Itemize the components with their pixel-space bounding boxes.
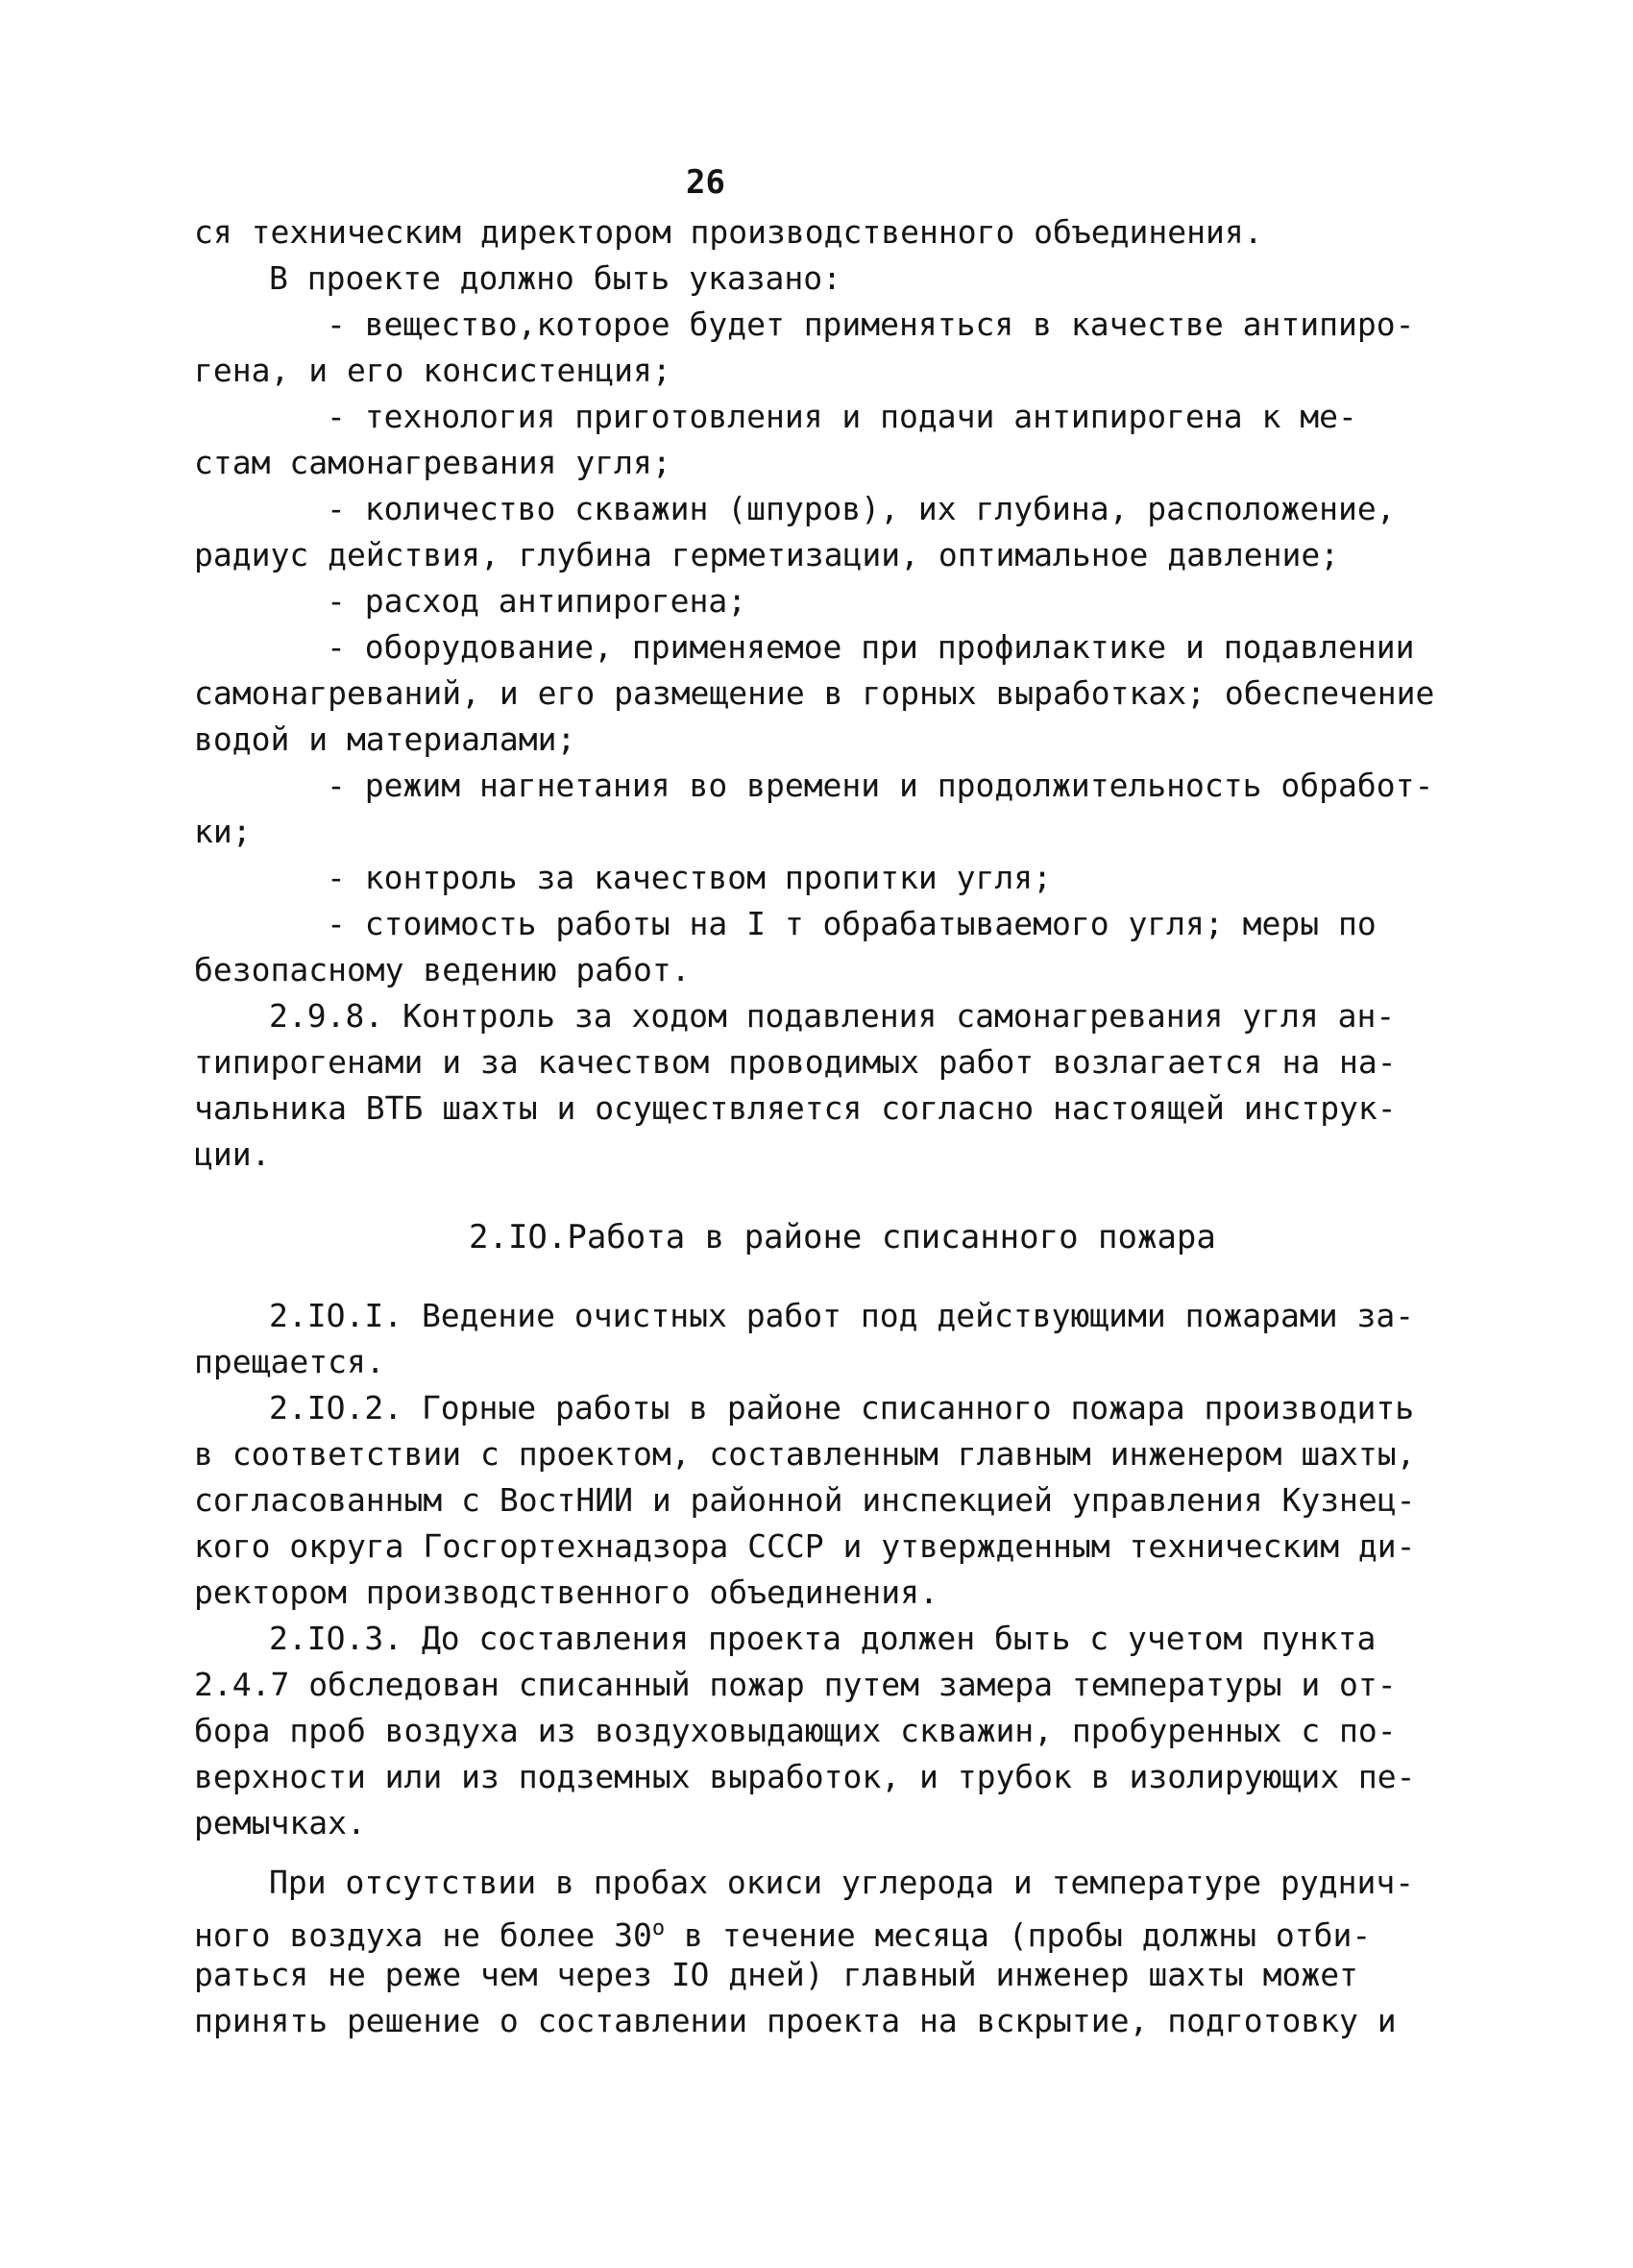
- text-fragment: в течение месяца (пробы должны отби-: [683, 1916, 1372, 1954]
- text-line: гена, и его консистенция;: [194, 352, 671, 389]
- text-line: кого округа Госгортехнадзора СССР и утвержденным техническим ди-: [194, 1527, 1416, 1565]
- text-line: - вещество,которое будет применяться в качестве антипиро-: [327, 305, 1415, 343]
- text-line: в соответствии с проектом, составленным главным инженером шахты,: [194, 1435, 1416, 1473]
- text-line: типирогенами и за качеством проводимых работ возлагается на на-: [194, 1043, 1397, 1081]
- text-line: - контроль за качеством пропитки угля;: [327, 859, 1052, 896]
- text-line: - оборудование, применяемое при профилактике и подавлении: [327, 628, 1415, 666]
- text-line: 2.9.8. Контроль за ходом подавления самонагревания угля ан-: [269, 997, 1396, 1035]
- text-line-with-superscript: [194, 1910, 1633, 1955]
- text-line: бора проб воздуха из воздуховыдающих скважин, пробуренных с по-: [194, 1712, 1397, 1749]
- text-line: - технология приготовления и подачи антипирогена к ме-: [327, 398, 1357, 435]
- text-line: ции.: [194, 1135, 271, 1173]
- text-line: 2.4.7 обследован списанный пожар путем замера температуры и от-: [194, 1666, 1397, 1703]
- text-line: раться не реже чем через IO дней) главный инженер шахты может: [194, 1956, 1358, 1993]
- text-line: ремычках.: [194, 1804, 366, 1841]
- text-fragment: ного воздуха не более 30: [194, 1916, 652, 1954]
- text-line: - режим нагнетания во времени и продолжительность обработ-: [327, 767, 1434, 804]
- page-number: 26: [686, 163, 725, 202]
- text-line: - расход антипирогена;: [327, 582, 747, 620]
- text-line: ки;: [194, 813, 252, 850]
- text-line: верхности или из подземных выработок, и трубок в изолирующих пе-: [194, 1758, 1416, 1795]
- text-line: согласованным с ВостНИИ и районной инспекцией управления Кузнец-: [194, 1481, 1416, 1519]
- text-line: При отсутствии в пробах окиси углерода и температуре руднич-: [269, 1864, 1415, 1901]
- text-line: безопасному ведению работ.: [194, 951, 691, 988]
- text-line: водой и материалами;: [194, 720, 576, 758]
- text-line: самонагреваний, и его размещение в горных выработках; обеспечение: [194, 674, 1435, 712]
- text-line: принять решение о составлении проекта на вскрытие, подготовку и: [194, 2002, 1397, 2039]
- text-line: 2.IO.I. Ведение очистных работ под действующими пожарами за-: [269, 1297, 1415, 1334]
- text-line: чальника ВТБ шахты и осуществляется согласно настоящей инструк-: [194, 1089, 1397, 1127]
- text-line: 2.IO.3. До составления проекта должен быть с учетом пункта: [269, 1620, 1377, 1657]
- text-line: ректором производственного объединения.: [194, 1573, 938, 1611]
- text-line: ся техническим директором производственного объединения.: [194, 213, 1263, 251]
- text-line: - количество скважин (шпуров), их глубина, расположение,: [327, 490, 1396, 527]
- text-line: прещается.: [194, 1343, 385, 1380]
- text-line: стам самонагревания угля;: [194, 444, 671, 481]
- text-line: В проекте должно быть указано:: [269, 259, 842, 297]
- text-line: радиус действия, глубина герметизации, оптимальное давление;: [194, 536, 1340, 573]
- section-heading: 2.IO.Работа в районе списанного пожара: [469, 1218, 1216, 1256]
- degree-superscript: о: [651, 1916, 666, 1940]
- text-line: - стоимость работы на I т обрабатываемого угля; меры по: [327, 905, 1377, 942]
- text-line: 2.IO.2. Горные работы в районе списанного пожара производить: [269, 1389, 1415, 1427]
